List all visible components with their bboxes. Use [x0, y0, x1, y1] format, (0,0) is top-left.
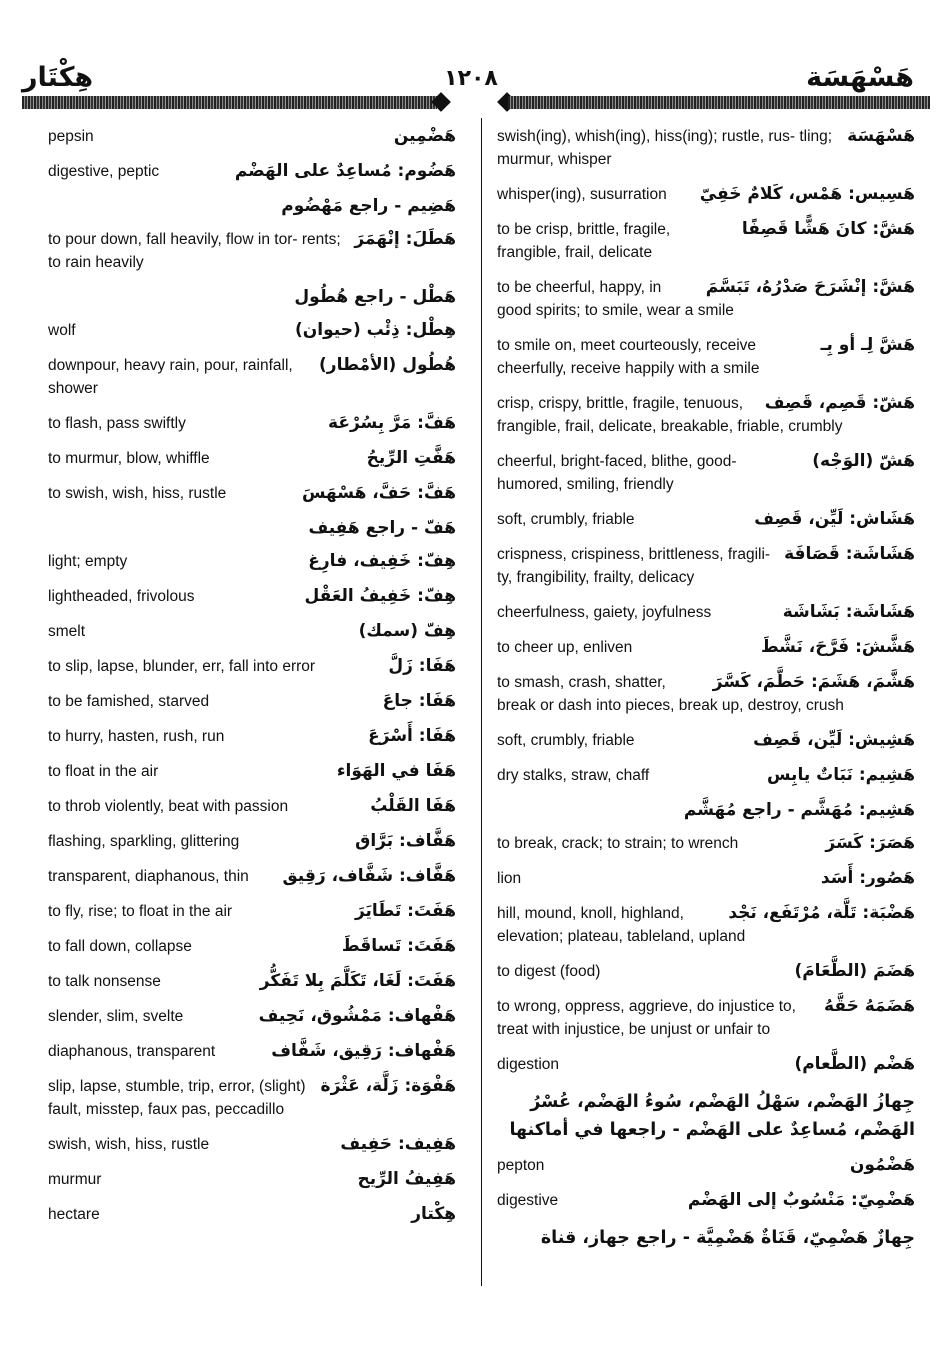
dictionary-entry	[497, 636, 915, 659]
arabic-headword: هَشَّشَ: فَرَّحَ، نَشَّطَ	[760, 637, 915, 657]
dictionary-entry	[497, 1224, 915, 1252]
english-definition: slender, slim, svelte	[48, 1008, 184, 1025]
english-definition: digestive	[497, 1192, 559, 1209]
header-rule-right	[508, 96, 930, 109]
dictionary-entry	[48, 412, 456, 435]
arabic-headword: هَضْبَة: تَلَّة، مُرْتَفَع، نَجْد	[728, 903, 915, 923]
arabic-headword: هَفّ - راجع هَفِيف	[308, 518, 456, 538]
arabic-headword: هَفَّتِ الرِّيحُ	[366, 448, 456, 468]
arabic-headword: هَشِيم: مُهَشَّم - راجع مُهَشَّم	[683, 800, 915, 820]
arabic-headword: جِهازُ الهَضْم، سَهْلُ الهَضْم، سُوءُ الهَضْم، عُسْرُ الهَضْم، مُساعِدٌ على الهَضْم - راجعها في أماكنها	[509, 1092, 915, 1140]
dictionary-entry	[497, 867, 915, 890]
dictionary-entry	[48, 1075, 456, 1121]
arabic-headword: هَشِيش: لَيِّن، قَصِف	[753, 730, 915, 750]
dictionary-entry	[48, 1040, 456, 1063]
english-definition: lightheaded, frivolous	[48, 588, 195, 605]
english-definition: to talk nonsense	[48, 973, 161, 990]
english-definition: wolf	[48, 322, 76, 339]
english-definition: to smash, crash, shatter, break or dash into pieces, break up, destroy, crush	[497, 674, 844, 714]
english-definition: dry stalks, straw, chaff	[497, 767, 650, 784]
dictionary-entry	[48, 482, 456, 505]
english-definition: lion	[497, 870, 522, 887]
english-definition: downpour, heavy rain, pour, rainfall, shower	[48, 357, 293, 397]
arabic-headword: هَفَا: زَلَّ	[388, 656, 456, 676]
arabic-headword: هَفَا في الهَوَاء	[336, 761, 456, 781]
arabic-headword: هِكْتار	[411, 1204, 456, 1224]
english-definition: light; empty	[48, 553, 128, 570]
dictionary-entry	[497, 1088, 915, 1144]
arabic-headword: هَشَّ: كانَ هَشًّا قَصِفًا	[741, 219, 915, 239]
english-definition: whisper(ing), susurration	[497, 186, 667, 203]
dictionary-entry	[497, 1053, 915, 1076]
dictionary-entry	[497, 183, 915, 206]
english-definition: to break, crack; to strain; to wrench	[497, 835, 739, 852]
english-definition: flashing, sparkling, glittering	[48, 833, 240, 850]
dictionary-entry	[48, 865, 456, 888]
english-definition: pepsin	[48, 128, 94, 145]
arabic-headword: هَشَاشَة: قَصَافَة	[784, 544, 915, 564]
dictionary-entry	[497, 450, 915, 496]
arabic-headword: هُطُول (الأمْطار)	[319, 355, 456, 375]
dictionary-entry	[48, 585, 456, 608]
english-definition: to fall down, collapse	[48, 938, 192, 955]
english-definition: to wrong, oppress, aggrieve, do injustice to, treat with injustice, be unjust or unfair to	[497, 998, 796, 1038]
english-definition: soft, crumbly, friable	[497, 511, 635, 528]
arabic-headword: جِهازٌ هَضْمِيّ، قَنَاةٌ هَضْمِيَّة - راجع جهاز، قناة	[540, 1228, 915, 1248]
arabic-headword: هَفَا: جاعَ	[382, 691, 456, 711]
english-definition: digestion	[497, 1056, 560, 1073]
english-definition: diaphanous, transparent	[48, 1043, 216, 1060]
header-guide-word-right: هَسْهَسَة	[806, 62, 914, 93]
arabic-headword: هَضْمِيّ: مَنْسُوبٌ إلى الهَضْم	[687, 1190, 915, 1210]
dictionary-entry	[497, 601, 915, 624]
english-definition: smelt	[48, 623, 86, 640]
english-definition: murmur	[48, 1171, 102, 1188]
english-definition: hill, mound, knoll, highland, elevation; plateau, tableland, upland	[497, 905, 746, 945]
english-definition: crisp, crispy, brittle, fragile, tenuous, frangible, frail, delicate, breakable, friable, crumbly	[497, 395, 843, 435]
dictionary-entry	[497, 218, 915, 264]
english-definition: to be crisp, brittle, fragile, frangible, frail, delicate	[497, 221, 671, 261]
arabic-headword: هَفَا: أَسْرَعَ	[368, 726, 456, 746]
dictionary-entry	[497, 276, 915, 322]
dictionary-entry	[48, 160, 456, 183]
dictionary-entry	[48, 1005, 456, 1028]
arabic-headword: هَفِيف: حَفِيف	[340, 1134, 456, 1154]
english-definition: cheerfulness, gaiety, joyfulness	[497, 604, 712, 621]
english-definition: to murmur, blow, whiffle	[48, 450, 210, 467]
arabic-headword: هَفَّ: حَفَّ، هَسْهَسَ	[302, 483, 456, 503]
english-definition: to flash, pass swiftly	[48, 415, 186, 432]
arabic-headword: هَفَتَ: تَطَايَرَ	[354, 901, 456, 921]
english-definition: to digest (food)	[497, 963, 601, 980]
dictionary-entry	[48, 1203, 456, 1226]
english-definition: to be famished, starved	[48, 693, 210, 710]
arabic-headword: هَضْمِين	[393, 126, 456, 146]
dictionary-entry	[497, 799, 915, 822]
arabic-headword: هَطَلَ: إنْهَمَرَ	[354, 229, 456, 249]
arabic-headword: هَضِيم - راجع مَهْضُوم	[281, 196, 456, 216]
english-definition: to hurry, hasten, rush, run	[48, 728, 225, 745]
arabic-headword: هِفّ: خَفِيفُ العَقْل	[304, 586, 456, 606]
arabic-headword: هَشَّ لِـ أو بِـ	[820, 335, 915, 355]
dictionary-entry	[497, 832, 915, 855]
column-divider	[481, 118, 482, 1286]
dictionary-entry	[48, 935, 456, 958]
arabic-headword: هَضْم (الطَّعام)	[794, 1054, 915, 1074]
dictionary-entry	[48, 970, 456, 993]
english-definition: soft, crumbly, friable	[497, 732, 635, 749]
dictionary-entry	[48, 354, 456, 400]
dictionary-entry	[48, 125, 456, 148]
english-definition: pepton	[497, 1157, 545, 1174]
dictionary-entry	[48, 620, 456, 643]
header-guide-word-left: هِكْتَار	[22, 62, 94, 93]
dictionary-entry	[497, 508, 915, 531]
dictionary-entry	[497, 671, 915, 717]
arabic-headword: هَصَرَ: كَسَرَ	[825, 833, 915, 853]
header-rule-left	[22, 96, 437, 109]
dictionary-entry	[48, 195, 456, 218]
english-definition: swish(ing), whish(ing), hiss(ing); rustle, rus- tling; murmur, whisper	[497, 128, 833, 168]
dictionary-entry	[48, 286, 456, 309]
english-definition: swish, wish, hiss, rustle	[48, 1136, 210, 1153]
arabic-headword: هَشِيم: نَبَاتٌ يابِس	[767, 765, 915, 785]
arabic-headword: هَشَّمَ، هَشَمَ: حَطَّمَ، كَسَّرَ	[712, 672, 915, 692]
dictionary-entry	[497, 995, 915, 1041]
arabic-headword: هَفَّ: مَرَّ بِسُرْعَة	[328, 413, 456, 433]
english-definition: cheerful, bright-faced, blithe, good- humored, smiling, friendly	[497, 453, 737, 493]
arabic-headword: هَفْهاف: مَمْشُوق، نَحِيف	[258, 1006, 456, 1026]
page-number: ١٢٠٨	[444, 66, 498, 91]
arabic-headword: هَشّ: قَصِم، قَصِف	[764, 393, 915, 413]
english-definition: to be cheerful, happy, in good spirits; to smile, wear a smile	[497, 279, 734, 319]
dictionary-entry	[48, 760, 456, 783]
dictionary-entry	[497, 960, 915, 983]
english-definition: to pour down, fall heavily, flow in tor- rents; to rain heavily	[48, 231, 341, 271]
arabic-headword: هَسْهَسَة	[847, 126, 915, 146]
arabic-headword: هَشَاشَة: بَشَاشَة	[782, 602, 915, 622]
arabic-headword: هَضَمَ (الطَّعَامَ)	[794, 961, 915, 981]
arabic-headword: هِفّ (سمك)	[358, 621, 456, 641]
arabic-headword: هَضُوم: مُساعِدٌ على الهَضْم	[234, 161, 456, 181]
english-definition: hectare	[48, 1206, 100, 1223]
dictionary-entry	[48, 1168, 456, 1191]
dictionary-entry	[48, 447, 456, 470]
arabic-headword: هَفَّاف: شَفَّاف، رَقِيق	[282, 866, 456, 886]
english-definition: to smile on, meet courteously, receive cheerfully, receive happily with a smile	[497, 337, 760, 377]
right-column	[497, 125, 915, 1262]
dictionary-entry	[497, 764, 915, 787]
english-definition: to float in the air	[48, 763, 159, 780]
dictionary-entry	[48, 900, 456, 923]
english-definition: slip, lapse, stumble, trip, error, (slight) fault, misstep, faux pas, peccadillo	[48, 1078, 306, 1118]
dictionary-entry	[48, 1133, 456, 1156]
dictionary-entry	[497, 729, 915, 752]
english-definition: to fly, rise; to float in the air	[48, 903, 233, 920]
arabic-headword: هَفِيفُ الرِّيح	[357, 1169, 456, 1189]
arabic-headword: هَفَّاف: بَرَّاق	[355, 831, 456, 851]
dictionary-entry	[48, 228, 456, 274]
english-definition: transparent, diaphanous, thin	[48, 868, 249, 885]
dictionary-entry	[497, 392, 915, 438]
left-column	[48, 125, 456, 1238]
dictionary-entry	[48, 830, 456, 853]
english-definition: to throb violently, beat with passion	[48, 798, 289, 815]
dictionary-entry	[48, 517, 456, 540]
dictionary-entry	[497, 334, 915, 380]
dictionary-entry	[497, 543, 915, 589]
english-definition: crispness, crispiness, brittleness, fragili- ty, frangibility, frailty, delicacy	[497, 546, 771, 586]
arabic-headword: هَشّ (الوَجْه)	[812, 451, 915, 471]
english-definition: digestive, peptic	[48, 163, 160, 180]
arabic-headword: هَصُور: أَسَد	[820, 868, 915, 888]
dictionary-entry	[497, 125, 915, 171]
arabic-headword: هَفْهاف: رَقِيق، شَفَّاف	[271, 1041, 456, 1061]
arabic-headword: هَسِيس: هَمْس، كَلامٌ خَفِيّ	[699, 184, 915, 204]
dictionary-entry	[48, 319, 456, 342]
dictionary-entry	[497, 1154, 915, 1177]
arabic-headword: هَشَّ: إنْشَرَحَ صَدْرُهُ، تَبَسَّمَ	[705, 277, 915, 297]
dictionary-entry	[48, 725, 456, 748]
arabic-headword: هَضْمُون	[849, 1155, 915, 1175]
arabic-headword: هَفَتَ: لَغَا، تَكَلَّمَ بِلا تَفَكُّر	[259, 971, 456, 991]
english-definition: to cheer up, enliven	[497, 639, 633, 656]
arabic-headword: هَفَتَ: تَساقَطَ	[341, 936, 456, 956]
arabic-headword: هَفْوَة: زَلَّة، عَثْرَة	[320, 1076, 456, 1096]
arabic-headword: هِطْل: ذِئْب (حيوان)	[295, 320, 456, 340]
dictionary-entry	[48, 550, 456, 573]
arabic-headword: هِفّ: خَفِيف، فارِغ	[308, 551, 456, 571]
dictionary-entry	[48, 655, 456, 678]
dictionary-entry	[48, 795, 456, 818]
english-definition: to swish, wish, hiss, rustle	[48, 485, 227, 502]
arabic-headword: هَضَمَهُ حَقَّهُ	[824, 996, 915, 1016]
dictionary-entry	[48, 690, 456, 713]
arabic-headword: هَطْل - راجع هُطُول	[294, 287, 456, 307]
arabic-headword: هَشَاش: لَيِّن، قَصِف	[754, 509, 915, 529]
dictionary-entry	[497, 902, 915, 948]
arabic-headword: هَفَا القَلْبُ	[370, 796, 456, 816]
english-definition: to slip, lapse, blunder, err, fall into error	[48, 658, 316, 675]
dictionary-entry	[497, 1189, 915, 1212]
